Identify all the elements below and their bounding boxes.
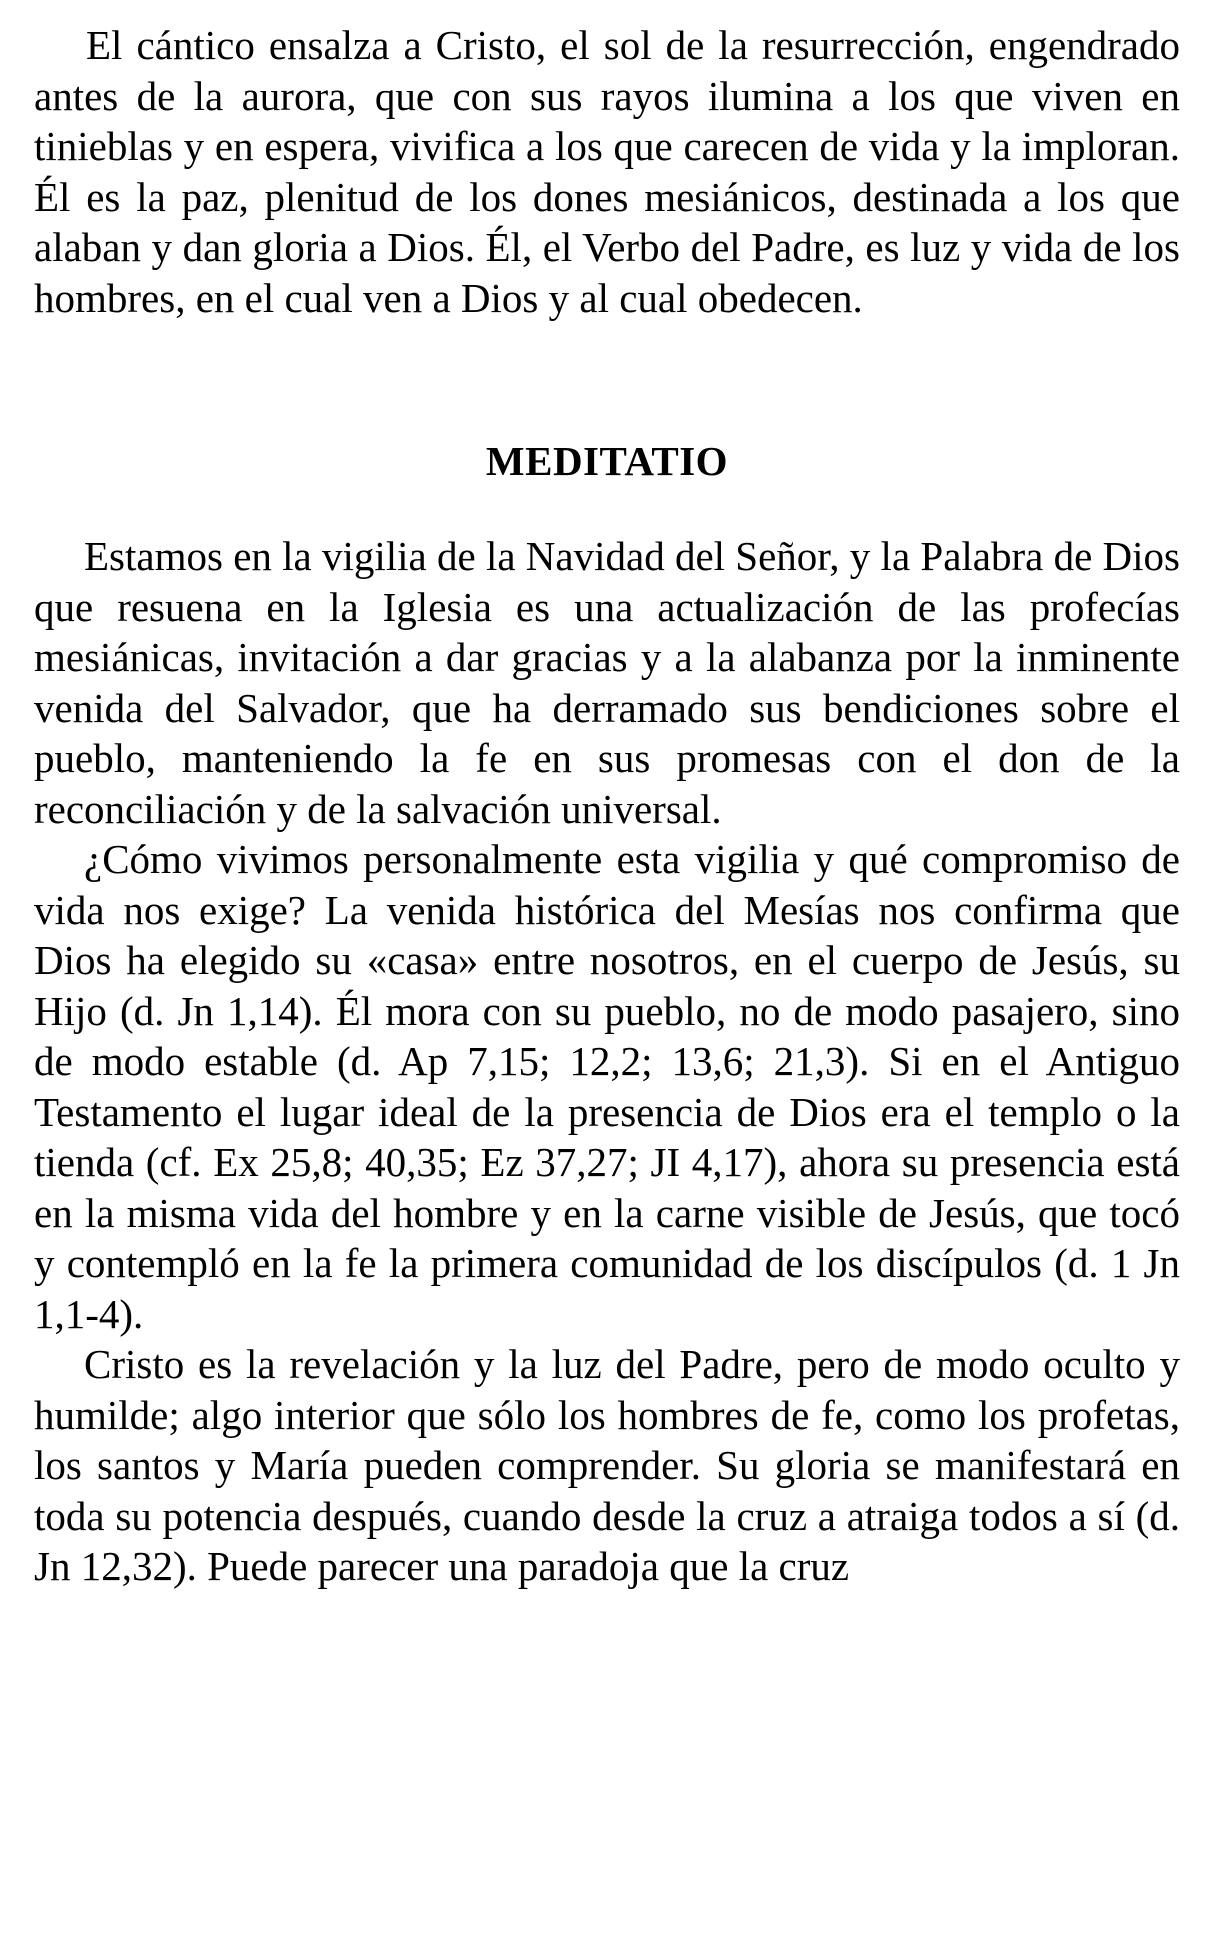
document-page [34,20,1180,1592]
body-paragraph: Cristo es la revelación y la luz del Padre, pero de modo oculto y humilde; algo interior que sólo los hombres de fe, como los profetas, los santos y María pueden comprender. Su gloria se manifestará en toda su potencia después, cuando desde la cruz a atraiga todos a sí (d. Jn 12,32). Puede parecer una paradoja que la cruz [34,1341,1180,1589]
section-heading: MEDITATIO [485,438,729,484]
body-paragraph: Estamos en la vigilia de la Navidad del Señor, y la Palabra de Dios que resuena en la Iglesia es una actualización de las profecías mesiánicas, invitación a dar gracias y a la alabanza por la inminente venida del Salvador, que ha derramado sus bendiciones sobre el pueblo, manteniendo la fe en sus promesas con el don de la reconciliación y de la salvación universal. [34,533,1180,832]
intro-paragraph: El cántico ensalza a Cristo, el sol de la resurrección, engendrado antes de la aurora, que con sus rayos ilumina a los que viven en tinieblas y en espera, vivifica a los que carecen de vida y la imploran. Él es la paz, plenitud de los dones mesiánicos, destinada a los que alaban y dan gloria a Dios. Él, el Verbo del Padre, es luz y vida de los hombres, en el cual ven a Dios y al cual obedecen. [34,22,1180,321]
body-paragraph: ¿Cómo vivimos personalmente esta vigilia y qué compromiso de vida nos exige? La venida histórica del Mesías nos confirma que Dios ha elegido su «casa» entre nosotros, en el cuerpo de Jesús, su Hijo (d. Jn 1,14). Él mora con su pueblo, no de modo pasajero, sino de modo estable (d. Ap 7,15; 12,2; 13,6; 21,3). Si en el Antiguo Testamento el lugar ideal de la presencia de Dios era el templo o la tienda (cf. Ex 25,8; 40,35; Ez 37,27; JI 4,17), ahora su presencia está en la misma vida del hombre y en la carne visible de Jesús, que tocó y contempló en la fe la primera comunidad de los discípulos (d. 1 Jn 1,1-4). [34,836,1180,1337]
